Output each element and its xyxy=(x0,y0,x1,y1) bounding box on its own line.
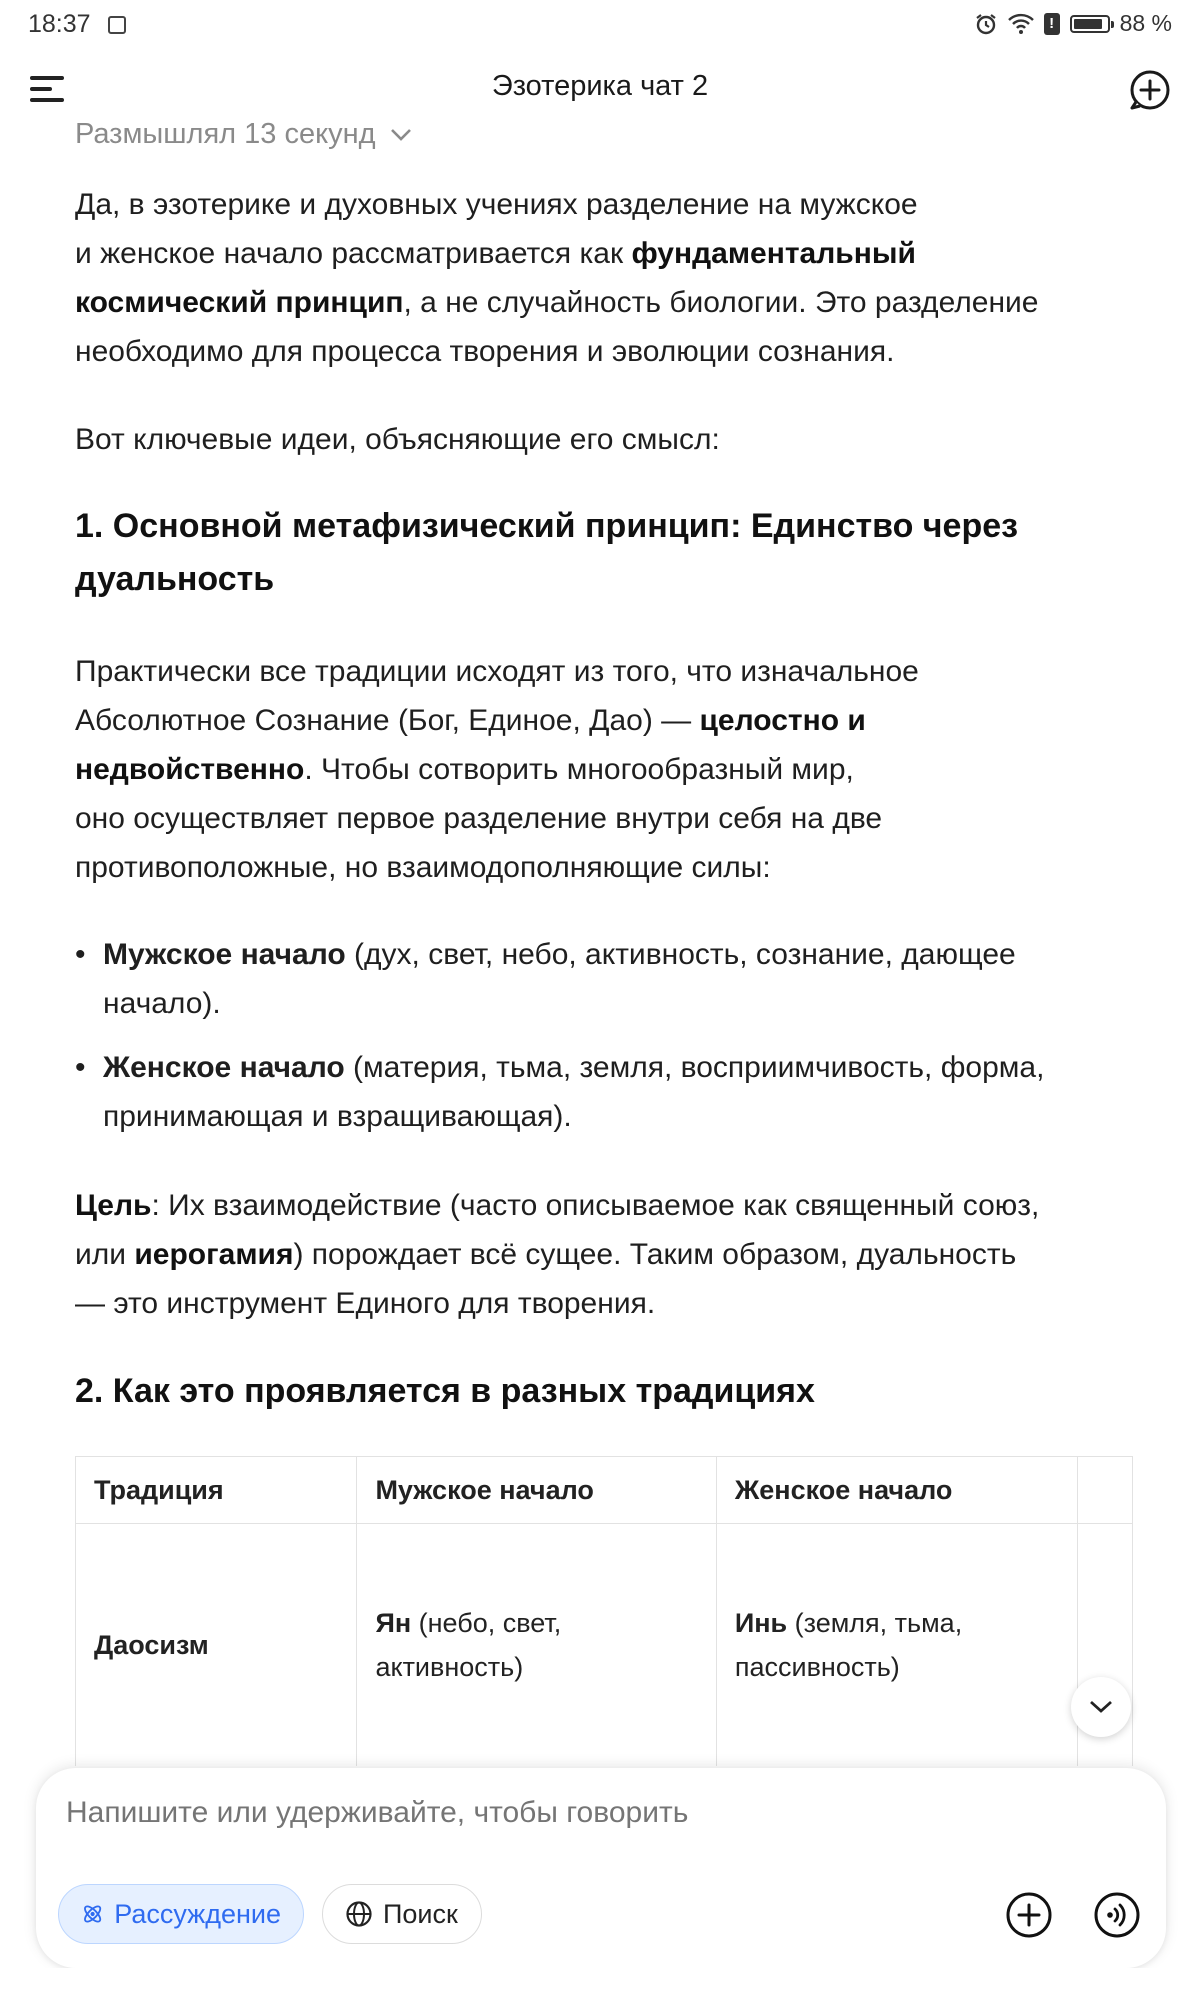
bottom-safe-area xyxy=(0,1968,1200,2000)
table-row xyxy=(76,1524,1133,1767)
table-header-row xyxy=(76,1457,1133,1524)
chevron-down-icon xyxy=(390,128,412,142)
table-cell: Даосизм xyxy=(76,1524,357,1767)
table-cell: Ян (небо, свет, активность) xyxy=(357,1524,716,1767)
section-heading-1: 1. Основной метафизический принцип: Единство через дуальность xyxy=(75,507,1019,598)
scroll-down-button[interactable] xyxy=(1071,1677,1131,1737)
chevron-down-icon xyxy=(1089,1700,1113,1714)
section-heading-2: 2. Как это проявляется в разных традициях xyxy=(75,1372,815,1410)
status-icons xyxy=(974,10,1172,37)
column-header: Женское начало xyxy=(716,1457,1077,1524)
goal-paragraph: Цель: Их взаимодействие (часто описываемое как священный союз, или иерогамия) порождает всё сущее. Таким образом, дуальность — это инструмент Единого для творения. xyxy=(75,1189,1040,1320)
battery-percent: 88 % xyxy=(1119,10,1172,36)
alarm-icon xyxy=(974,12,998,36)
principle-paragraph: Практически все традиции исходят из того, что изначальное Абсолютное Сознание (Бог, Единое, Дао) — целостно и недвойственно. Чтобы сотворить многообразный мир, оно осуществляет первое разделение внутри себя на две противоположные, но взаимодополняющие силы: xyxy=(75,655,919,884)
thinking-toggle[interactable] xyxy=(75,118,412,151)
column-header: Традиция xyxy=(76,1457,357,1524)
new-chat-icon[interactable] xyxy=(1128,68,1172,112)
list-item: • Женское начало (материя, тьма, земля, восприимчивость, форма, принимающая и взращивающая). xyxy=(75,1051,1045,1133)
table-cell: Инь (земля, тьма, пассивность) xyxy=(716,1524,1077,1767)
reasoning-toggle[interactable] xyxy=(58,1884,304,1944)
thinking-label: Размышлял 13 секунд xyxy=(75,118,376,150)
battery-icon xyxy=(1070,15,1110,33)
traditions-table xyxy=(75,1456,1133,1766)
alert-icon: ! xyxy=(1044,13,1060,35)
globe-icon xyxy=(345,1900,373,1928)
atom-icon xyxy=(81,1900,104,1928)
search-toggle[interactable] xyxy=(322,1884,482,1944)
answer-paragraph: Да, в эзотерике и духовных учениях разделение на мужское и женское начало рассматривается как фундаментальный космический принцип, а не случайность биологии. Это разделение необходимо для процесса творения и эволюции сознания. xyxy=(75,188,1039,368)
page-title: Эзотерика чат 2 xyxy=(491,70,709,102)
list-item: • Мужское начало (дух, свет, небо, активность, сознание, дающее начало). xyxy=(75,938,1016,1020)
voice-mode-icon[interactable] xyxy=(1092,1890,1142,1940)
message-input[interactable] xyxy=(66,1796,966,1830)
search-label: Поиск xyxy=(383,1898,458,1929)
add-attachment-icon[interactable] xyxy=(1004,1890,1054,1940)
column-header: Мужское начало xyxy=(357,1457,716,1524)
intro-paragraph: Вот ключевые идеи, объясняющие его смысл: xyxy=(75,423,720,456)
status-time: 18:37 xyxy=(28,10,91,38)
reasoning-label: Рассуждение xyxy=(114,1898,281,1929)
screen-record-icon xyxy=(108,16,126,34)
wifi-icon xyxy=(1008,13,1034,35)
